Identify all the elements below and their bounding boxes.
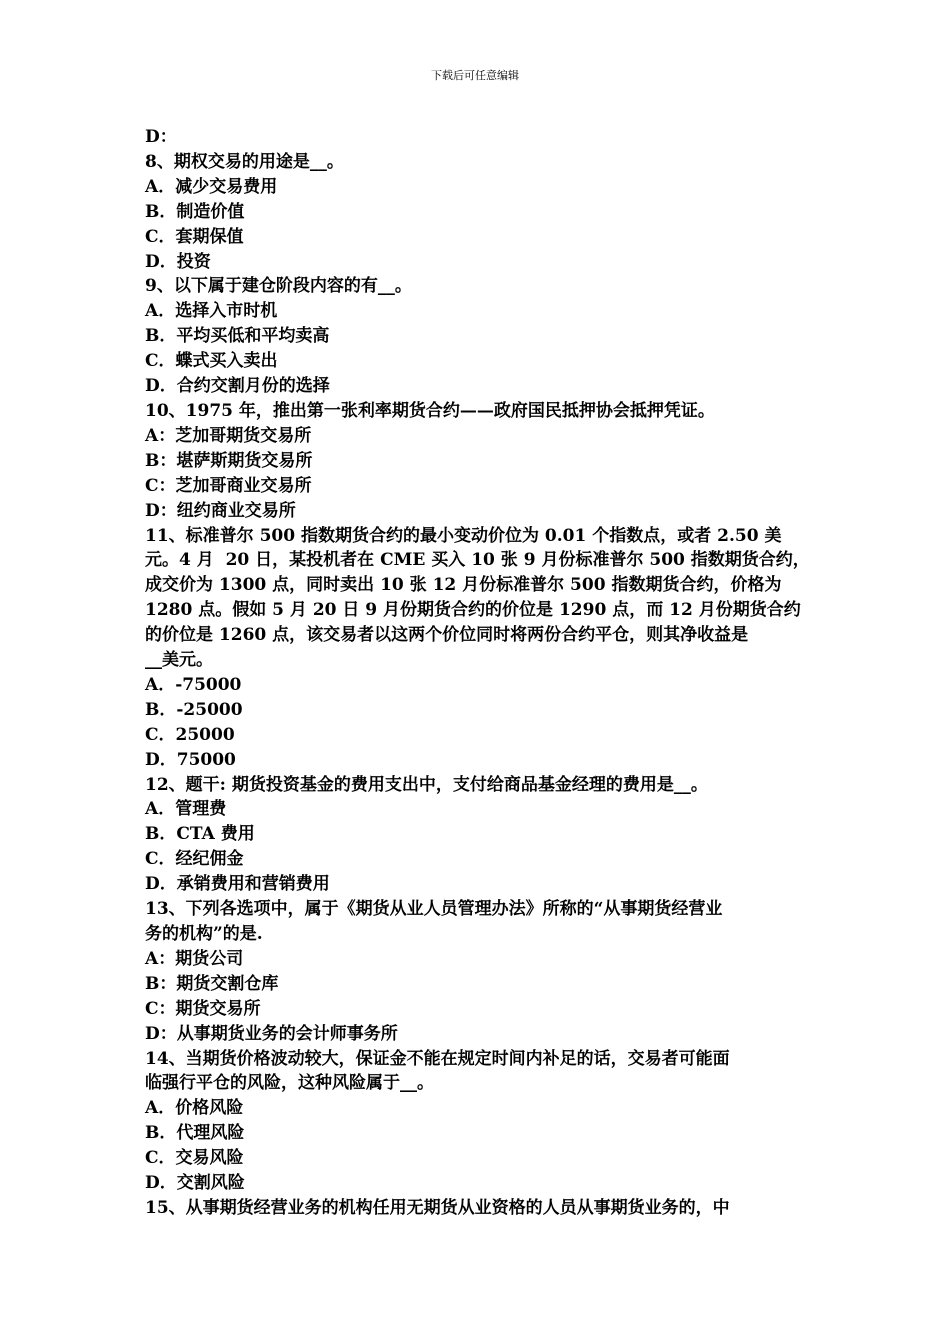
question-10: 10、1975 年，推出第一张利率期货合约——政府国民抵押协会抵押凭证。	[145, 400, 715, 421]
option-d: D．75000	[145, 749, 236, 770]
option-d: D：从事期货业务的会计师事务所	[145, 1023, 398, 1044]
option-a: A．管理费	[145, 799, 227, 820]
document-body	[145, 125, 817, 1221]
option-d: D．投资	[145, 251, 211, 272]
option-a: A．减少交易费用	[145, 176, 278, 197]
option-c: C．套期保值	[145, 226, 244, 247]
question-8: 8、期权交易的用途是__。	[145, 151, 344, 172]
option-c: C．蝶式买入卖出	[145, 351, 278, 372]
question-14-line: 临强行平仓的风险，这种风险属于__。	[145, 1073, 434, 1094]
question-12: 12、题干: 期货投资基金的费用支出中，支付给商品基金经理的费用是__。	[145, 774, 708, 795]
option-d: D．承销费用和营销费用	[145, 874, 330, 895]
option-d: D．合约交割月份的选择	[145, 376, 330, 397]
question-13-line: 务的机构”的是.	[145, 924, 263, 944]
option-b: B．平均买低和平均卖高	[145, 326, 330, 347]
question-11-line: 1280 点。假如 5 月 20 日 9 月份期货合约的价位是 1290 点，而 12 月份期货合约	[145, 600, 801, 621]
text-line: D：	[145, 127, 177, 147]
option-c: C．25000	[145, 724, 235, 745]
option-b: B．制造价值	[145, 201, 245, 222]
option-b: B．-25000	[145, 699, 243, 720]
option-b: B：期货交割仓库	[145, 973, 279, 994]
page-header: 下载后可任意编辑	[431, 69, 519, 82]
option-a: A．-75000	[145, 674, 242, 695]
question-11-line: 的价位是 1260 点，该交易者以这两个价位同时将两份合约平仓，则其净收益是	[145, 625, 749, 646]
option-a: A．价格风险	[145, 1098, 244, 1119]
option-b: B．代理风险	[145, 1123, 245, 1144]
question-11-line: 成交价为 1300 点，同时卖出 10 张 12 月份标准普尔 500 指数期货合约，价格为	[145, 575, 782, 596]
option-b: B：堪萨斯期货交易所	[145, 450, 313, 471]
option-a: A：期货公司	[145, 948, 244, 969]
option-c: C．交易风险	[145, 1148, 244, 1169]
question-11-line: 11、标准普尔 500 指数期货合约的最小变动价位为 0.01 个指数点，或者 2.50 美	[145, 525, 782, 546]
question-9: 9、以下属于建仓阶段内容的有__。	[145, 276, 412, 297]
option-a: A：芝加哥期货交易所	[145, 425, 312, 446]
question-15-line: 15、从事期货经营业务的机构任用无期货从业资格的人员从事期货业务的，中	[145, 1197, 730, 1218]
option-b: B．CTA 费用	[145, 824, 255, 845]
question-14-line: 14、当期货价格波动较大，保证金不能在规定时间内补足的话，交易者可能面	[145, 1048, 730, 1069]
option-c: C：期货交易所	[145, 998, 261, 1019]
option-d: D．交割风险	[145, 1173, 245, 1194]
option-d: D：纽约商业交易所	[145, 500, 296, 521]
question-11-line: 元。4 月 20 日，某投机者在 CME 买入 10 张 9 月份标准普尔 500 指数期货合约，	[145, 550, 810, 571]
question-11-line: __美元。	[145, 650, 213, 671]
option-a: A．选择入市时机	[145, 301, 278, 322]
option-c: C：芝加哥商业交易所	[145, 475, 312, 496]
option-c: C．经纪佣金	[145, 849, 244, 870]
question-13-line: 13、下列各选项中，属于《期货从业人员管理办法》所称的“从事期货经营业	[145, 899, 723, 920]
